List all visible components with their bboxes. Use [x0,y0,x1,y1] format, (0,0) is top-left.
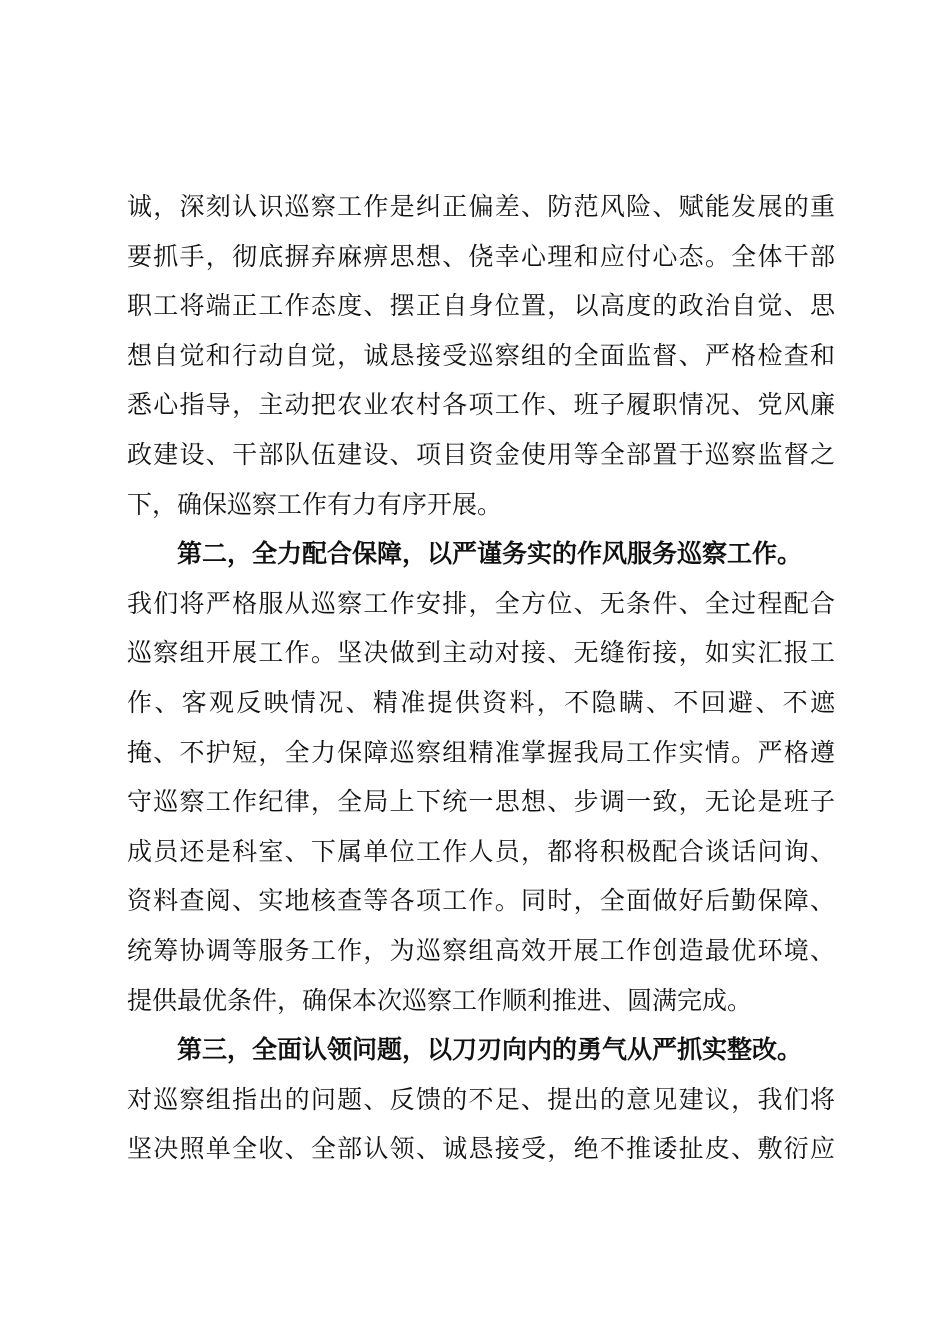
section-heading-third: 第三，全面认领问题，以刀刃向内的勇气从严抓实整改。 [177,1035,803,1065]
text-line: 作、客观反映情况、精准提供资料，不隐瞒、不回避、不遮 [127,687,835,717]
text-line: 守巡察工作纪律，全局上下统一思想、步调一致，无论是班子 [127,787,835,817]
text-line: 掩、不护短，全力保障巡察组精准掌握我局工作实情。严格遵 [127,737,835,767]
paragraph-2 [127,579,835,1025]
text-line: 职工将端正工作态度、摆正自身位置，以高度的政治自觉、思 [127,291,835,321]
text-line: 要抓手，彻底摒弃麻痹思想、侥幸心理和应付心态。全体干部 [127,241,835,271]
text-line: 资料查阅、实地核查等各项工作。同时，全面做好后勤保障、 [127,886,835,916]
text-line: 我们将严格服从巡察工作安排，全方位、无条件、全过程配合 [127,588,835,618]
text-line: 统筹协调等服务工作，为巡察组高效开展工作创造最优环境、 [127,935,835,965]
text-line: 悉心指导，主动把农业农村各项工作、班子履职情况、党风廉 [127,390,835,420]
text-line: 巡察组开展工作。坚决做到主动对接、无缝衔接，如实汇报工 [127,638,835,668]
document-body [127,182,835,1174]
text-line: 对巡察组指出的问题、反馈的不足、提出的意见建议，我们将 [127,1084,835,1114]
text-line: 诚，深刻认识巡察工作是纠正偏差、防范风险、赋能发展的重 [127,192,835,221]
text-line: 成员还是科室、下属单位工作人员，都将积极配合谈话问询、 [127,836,835,866]
text-line: 坚决照单全收、全部认领、诚恳接受，绝不推诿扯皮、敷衍应 [127,1134,835,1164]
section-heading-second: 第二，全力配合保障，以严谨务实的作风服务巡察工作。 [177,539,803,569]
text-line: 下，确保巡察工作有力有序开展。 [127,489,503,519]
text-line: 提供最优条件，确保本次巡察工作顺利推进、圆满完成。 [127,985,753,1015]
text-line: 政建设、干部队伍建设、项目资金使用等全部置于巡察监督之 [127,439,835,469]
paragraph-3 [127,1075,835,1174]
paragraph-1 [127,182,835,529]
text-line: 想自觉和行动自觉，诚恳接受巡察组的全面监督、严格检查和 [127,340,835,370]
